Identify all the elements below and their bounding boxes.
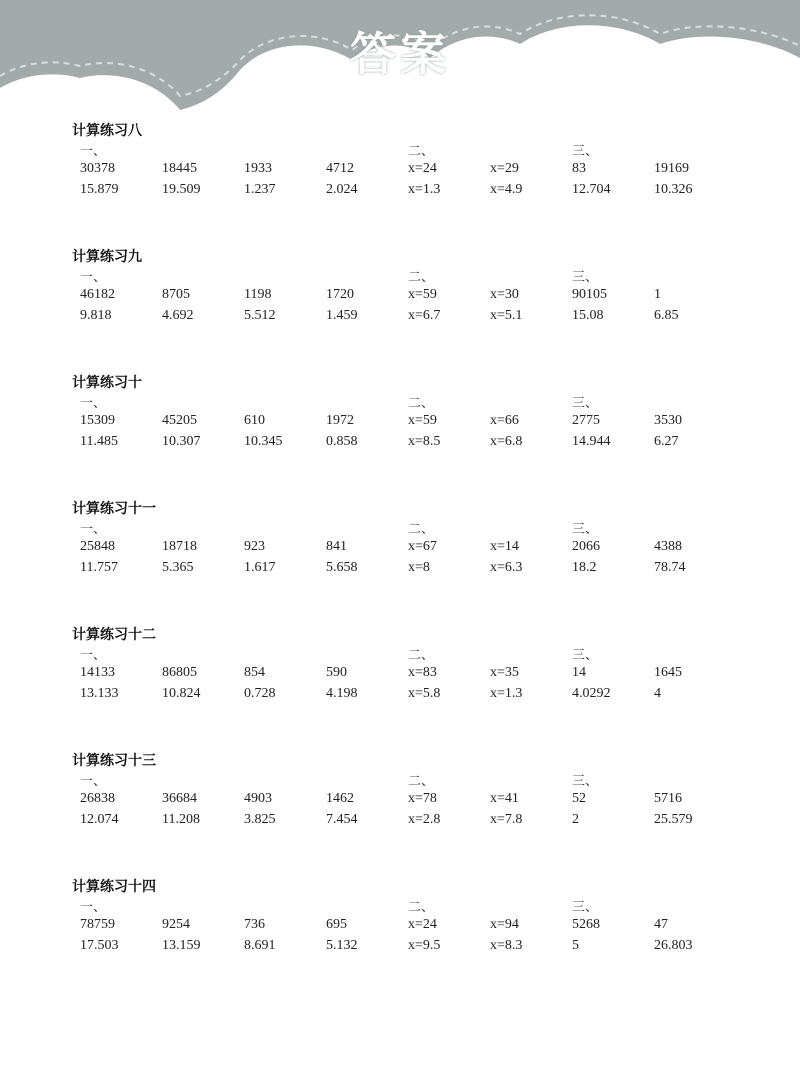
answer-cell: 11.757: [80, 560, 118, 575]
answer-cell: 3.825: [244, 812, 276, 827]
part-one-label: 一、: [80, 396, 107, 411]
answer-cell: 4.0292: [572, 686, 611, 701]
answer-cell: 10.345: [244, 434, 283, 449]
answer-cell: x=4.9: [490, 182, 523, 197]
answer-cell: x=8: [408, 560, 430, 575]
answer-cell: 0.728: [244, 686, 276, 701]
answer-cell: 4388: [654, 539, 682, 554]
part-three-label: 三、: [572, 144, 599, 159]
answer-cell: 15.08: [572, 308, 604, 323]
answer-cell: 11.485: [80, 434, 118, 449]
exercise-section-13: [0, 750, 800, 850]
answer-cell: 18445: [162, 161, 197, 176]
answer-cell: 1198: [244, 287, 272, 302]
answer-cell: x=6.7: [408, 308, 441, 323]
answer-cell: 2: [572, 812, 579, 827]
answer-cell: x=1.3: [490, 686, 523, 701]
answer-cell: 12.074: [80, 812, 119, 827]
answer-cell: 6.85: [654, 308, 679, 323]
part-one-label: 一、: [80, 144, 107, 159]
answer-cell: 14133: [80, 665, 115, 680]
answer-cell: x=78: [408, 791, 437, 806]
answer-cell: 19.509: [162, 182, 201, 197]
answer-cell: x=14: [490, 539, 519, 554]
section-title: 计算练习十三: [72, 753, 156, 769]
answer-cell: 5.132: [326, 938, 358, 953]
answer-cell: 18718: [162, 539, 197, 554]
answer-cell: x=5.8: [408, 686, 441, 701]
part-one-label: 一、: [80, 774, 107, 789]
part-two-label: 二、: [408, 396, 435, 411]
answer-cell: x=41: [490, 791, 519, 806]
answer-cell: x=67: [408, 539, 437, 554]
answer-cell: 12.704: [572, 182, 611, 197]
answer-cell: 5: [572, 938, 579, 953]
answer-cell: 18.2: [572, 560, 597, 575]
section-title: 计算练习八: [72, 123, 142, 139]
answer-cell: 17.503: [80, 938, 119, 953]
answer-cell: x=8.3: [490, 938, 523, 953]
answer-cell: 8.691: [244, 938, 276, 953]
answer-cell: 13.133: [80, 686, 119, 701]
answer-cell: 3530: [654, 413, 682, 428]
exercise-section-10: [0, 372, 800, 472]
answer-cell: 36684: [162, 791, 197, 806]
answer-cell: 1645: [654, 665, 682, 680]
answer-cell: x=94: [490, 917, 519, 932]
exercise-section-9: [0, 246, 800, 346]
answer-cell: x=66: [490, 413, 519, 428]
answer-cell: 78.74: [654, 560, 686, 575]
part-three-label: 三、: [572, 270, 599, 285]
answer-cell: 5268: [572, 917, 600, 932]
exercise-section-12: [0, 624, 800, 724]
answer-cell: 1.459: [326, 308, 358, 323]
answer-cell: 2775: [572, 413, 600, 428]
answer-cell: x=7.8: [490, 812, 523, 827]
answer-cell: 26.803: [654, 938, 693, 953]
answer-cell: 4: [654, 686, 661, 701]
answer-cell: 10.307: [162, 434, 201, 449]
answer-cell: 9254: [162, 917, 190, 932]
answer-cell: 11.208: [162, 812, 200, 827]
answer-cell: 610: [244, 413, 265, 428]
part-two-label: 二、: [408, 648, 435, 663]
part-three-label: 三、: [572, 774, 599, 789]
exercise-section-8: [0, 120, 800, 220]
answer-cell: 14.944: [572, 434, 611, 449]
part-three-label: 三、: [572, 522, 599, 537]
answer-cell: 26838: [80, 791, 115, 806]
answer-cell: x=59: [408, 413, 437, 428]
answer-cell: x=9.5: [408, 938, 441, 953]
part-one-label: 一、: [80, 648, 107, 663]
answer-cell: x=24: [408, 161, 437, 176]
exercise-section-14: [0, 876, 800, 976]
answer-cell: 2.024: [326, 182, 358, 197]
answer-cell: 5.658: [326, 560, 358, 575]
answer-cell: 1: [654, 287, 661, 302]
answer-cell: x=5.1: [490, 308, 523, 323]
answer-cell: x=24: [408, 917, 437, 932]
answer-cell: 1.237: [244, 182, 276, 197]
answer-cell: 5716: [654, 791, 682, 806]
answer-cell: x=83: [408, 665, 437, 680]
answer-cell: 4712: [326, 161, 354, 176]
answer-cell: 4903: [244, 791, 272, 806]
answer-cell: x=35: [490, 665, 519, 680]
answer-cell: 15309: [80, 413, 115, 428]
answer-cell: 5.365: [162, 560, 194, 575]
answer-cell: x=2.8: [408, 812, 441, 827]
answer-cell: 86805: [162, 665, 197, 680]
part-one-label: 一、: [80, 270, 107, 285]
answer-cell: 30378: [80, 161, 115, 176]
answer-cell: 10.824: [162, 686, 201, 701]
page-title: 答案: [350, 27, 450, 81]
answer-cell: 14: [572, 665, 586, 680]
answer-cell: 25.579: [654, 812, 693, 827]
answer-cell: 46182: [80, 287, 115, 302]
answer-cell: 1720: [326, 287, 354, 302]
answer-cell: x=30: [490, 287, 519, 302]
section-title: 计算练习十一: [72, 501, 156, 517]
section-title: 计算练习十: [72, 375, 142, 391]
section-title: 计算练习九: [72, 249, 142, 265]
part-three-label: 三、: [572, 648, 599, 663]
answer-cell: 78759: [80, 917, 115, 932]
answer-cell: 83: [572, 161, 586, 176]
answer-cell: 47: [654, 917, 668, 932]
answer-cell: 923: [244, 539, 265, 554]
part-one-label: 一、: [80, 900, 107, 915]
answer-cell: 19169: [654, 161, 689, 176]
part-two-label: 二、: [408, 144, 435, 159]
answer-cell: 7.454: [326, 812, 358, 827]
answer-header-banner: [0, 0, 800, 125]
part-two-label: 二、: [408, 522, 435, 537]
answer-cell: 10.326: [654, 182, 693, 197]
answer-cell: x=59: [408, 287, 437, 302]
answer-cell: 1462: [326, 791, 354, 806]
answer-cell: 1933: [244, 161, 272, 176]
answer-cell: x=29: [490, 161, 519, 176]
answer-cell: 1972: [326, 413, 354, 428]
answer-cell: 13.159: [162, 938, 201, 953]
section-title: 计算练习十二: [72, 627, 156, 643]
answer-cell: 0.858: [326, 434, 358, 449]
answer-cell: 4.198: [326, 686, 358, 701]
answer-cell: 45205: [162, 413, 197, 428]
answer-cell: 5.512: [244, 308, 276, 323]
answer-cell: x=8.5: [408, 434, 441, 449]
answer-cell: 1.617: [244, 560, 276, 575]
answer-cell: 4.692: [162, 308, 194, 323]
part-two-label: 二、: [408, 774, 435, 789]
answer-cell: 8705: [162, 287, 190, 302]
part-one-label: 一、: [80, 522, 107, 537]
answer-cell: 15.879: [80, 182, 119, 197]
answer-cell: x=6.3: [490, 560, 523, 575]
answer-cell: x=1.3: [408, 182, 441, 197]
answer-cell: 841: [326, 539, 347, 554]
answer-cell: 854: [244, 665, 265, 680]
answer-cell: 736: [244, 917, 265, 932]
answer-cell: 90105: [572, 287, 607, 302]
answer-cell: 25848: [80, 539, 115, 554]
part-three-label: 三、: [572, 900, 599, 915]
answer-cell: 2066: [572, 539, 600, 554]
part-three-label: 三、: [572, 396, 599, 411]
answer-cell: 52: [572, 791, 586, 806]
answer-cell: 590: [326, 665, 347, 680]
answer-cell: 9.818: [80, 308, 112, 323]
part-two-label: 二、: [408, 900, 435, 915]
answer-cell: 6.27: [654, 434, 679, 449]
answer-cell: x=6.8: [490, 434, 523, 449]
answer-cell: 695: [326, 917, 347, 932]
exercise-section-11: [0, 498, 800, 598]
section-title: 计算练习十四: [72, 879, 156, 895]
part-two-label: 二、: [408, 270, 435, 285]
